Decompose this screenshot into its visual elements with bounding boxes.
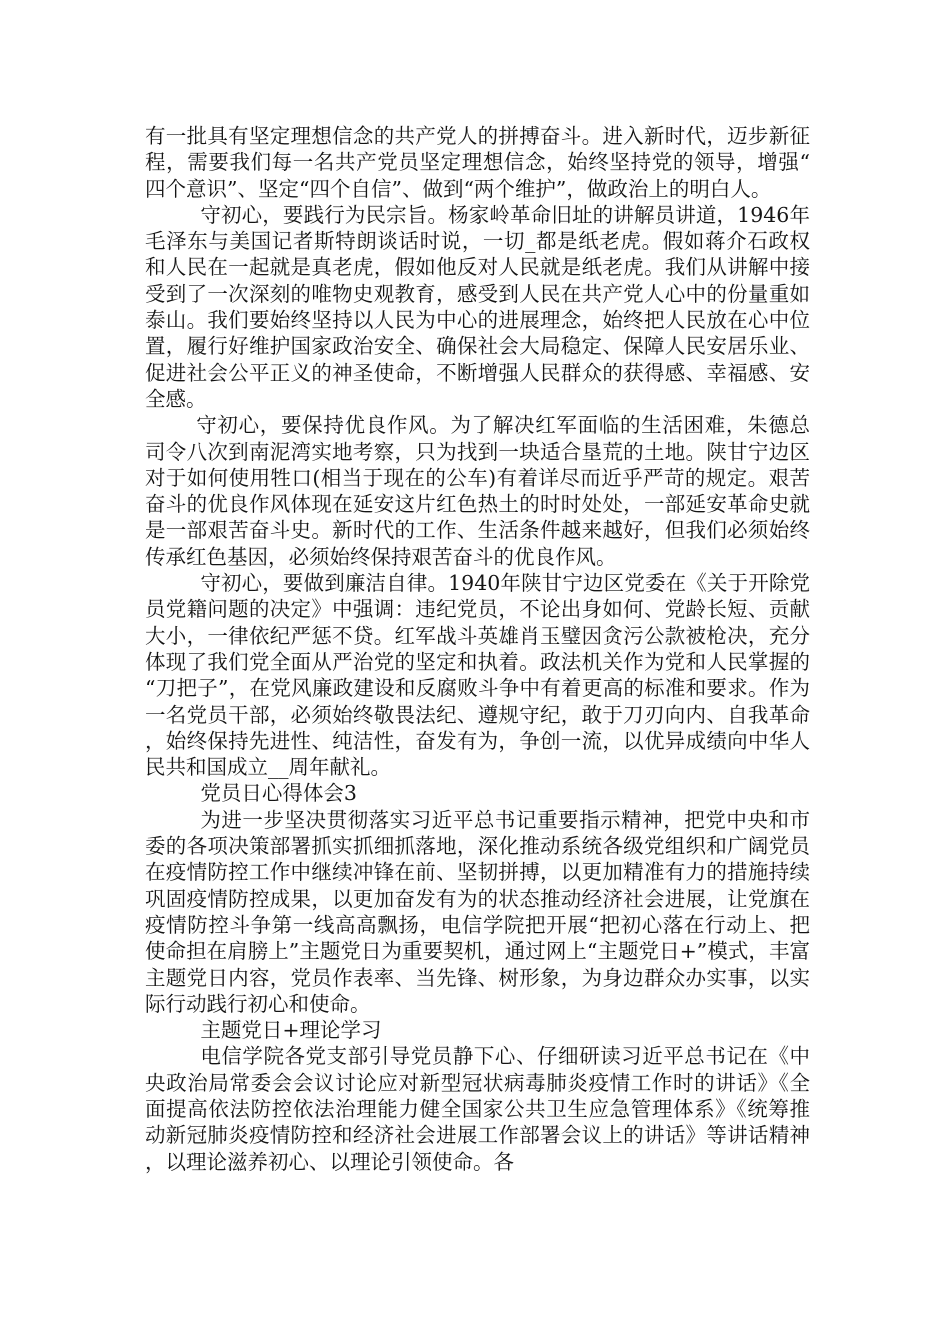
- paragraph-5: 为进一步坚决贯彻落实习近平总书记重要指示精神，把党中央和市委的各项决策部署抓实抓细抓落地，深化推动系统各级党组织和广阔党员在疫情防控工作中继续冲锋在前、坚韧拼搏，以更加精准有力的措施持续巩固疫情防控成果，以更加奋发有为的状态推动经济社会进展，让党旗在疫情防控斗争第一线高高飘扬，电信学院把开展“把初心落在行动上、把使命担在肩膀上”主题党日为重要契机，通过网上“主题党日+”模式，丰富主题党日内容，党员作表率、当先锋、树形象，为身边群众办实事，以实际行动践行初心和使命。: [145, 807, 810, 1016]
- section-heading-2: 主题党日+理论学习: [200, 1018, 382, 1043]
- paragraph-3: 守初心，要保持优良作风。为了解决红军面临的生活困难，朱德总司令八次到南泥湾实地考察，只为找到一块适合垦荒的土地。陕甘宁边区对于如何使用牲口(相当于现在的公车)有着详尽而近乎严苛的规定。艰苦奋斗的优良作风体现在延安这片红色热土的时时处处，一部延安革命史就是一部艰苦奋斗史。新时代的工作、生活条件越来越好，但我们必须始终传承红色基因，必须始终保持艰苦奋斗的优良作风。: [145, 413, 810, 569]
- section-heading-1: 党员日心得体会3: [200, 781, 357, 806]
- paragraph-1: 有一批具有坚定理想信念的共产党人的拼搏奋斗。进入新时代，迈步新征程，需要我们每一名共产党员坚定理想信念，始终坚持党的领导，增强“四个意识”、坚定“四个自信”、做到“两个维护”，做政治上的明白人。: [145, 124, 810, 201]
- paragraph-6: 电信学院各党支部引导党员静下心、仔细研读习近平总书记在《中央政治局常委会会议讨论应对新型冠状病毒肺炎疫情工作时的讲话》《全面提高依法防控依法治理能力健全国家公共卫生应急管理体系》《统筹推动新冠肺炎疫情防控和经济社会进展工作部署会议上的讲话》等讲话精神，以理论滋养初心、以理论引领使命。各: [145, 1044, 810, 1174]
- paragraph-4: 守初心，要做到廉洁自律。1940年陕甘宁边区党委在《关于开除党员党籍问题的决定》中强调：违纪党员，不论出身如何、党龄长短、贡献大小，一律依纪严惩不贷。红军战斗英雄肖玉璧因贪污公款被枪决，充分体现了我们党全面从严治党的坚定和执着。政法机关作为党和人民掌握的“刀把子”，在党风廉政建设和反腐败斗争中有着更高的标准和要求。作为一名党员干部，必须始终敬畏法纪、遵规守纪，敢于刀刃向内、自我革命，始终保持先进性、纯洁性，奋发有为，争创一流，以优异成绩向中华人民共和国成立__周年献礼。: [145, 571, 810, 780]
- paragraph-2: 守初心，要践行为民宗旨。杨家岭革命旧址的讲解员讲道，1946年毛泽东与美国记者斯特朗谈话时说，一切_都是纸老虎。假如蒋介石政权和人民在一起就是真老虎，假如他反对人民就是纸老虎。我们从讲解中接受到了一次深刻的唯物史观教育，感受到人民在共产党人心中的份量重如泰山。我们要始终坚持以人民为中心的进展理念，始终把人民放在心中位置，履行好维护国家政治安全、确保社会大局稳定、保障人民安居乐业、促进社会公平正义的神圣使命，不断增强人民群众的获得感、幸福感、安全感。: [145, 202, 810, 411]
- document-page: [145, 123, 810, 1175]
